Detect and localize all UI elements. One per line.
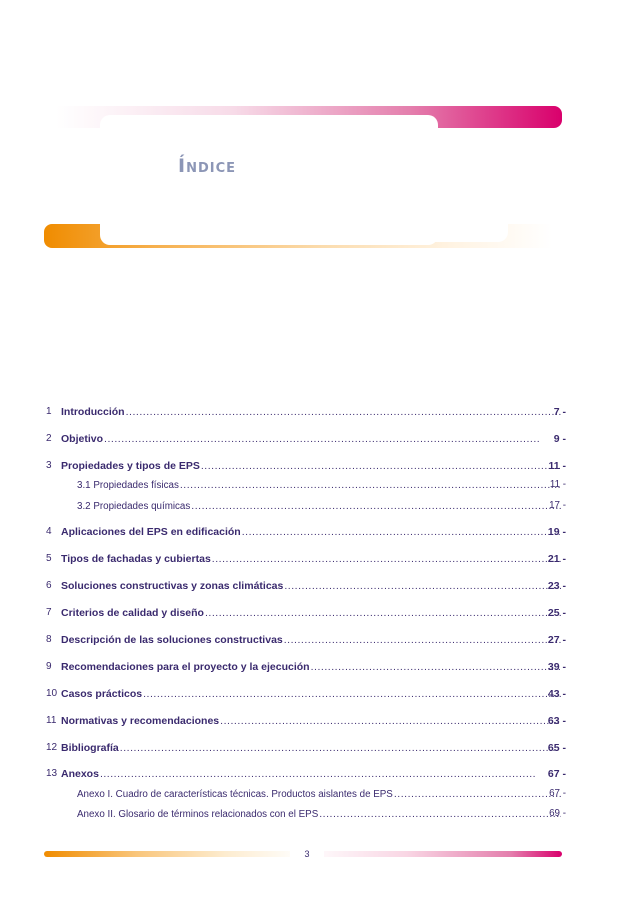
toc-entry-label: Aplicaciones del EPS en edificación: [61, 526, 241, 538]
toc-entry-page-text: 11 -: [548, 460, 566, 472]
page-number: 3: [290, 846, 324, 862]
toc-entry[interactable]: [0, 406, 638, 422]
toc-entry-label: Recomendaciones para el proyecto y la ejecución: [61, 661, 310, 673]
toc-entry-number: 10: [46, 688, 58, 699]
toc-entry-label: Descripción de las soluciones constructivas: [61, 634, 283, 646]
toc-entry-page-text: 17 -: [549, 500, 566, 511]
toc-entry-label: Tipos de fachadas y cubiertas: [61, 553, 211, 565]
toc-entry-number: 4: [46, 526, 52, 537]
dot-leader: [220, 715, 561, 727]
toc-entry-number: 12: [46, 742, 58, 753]
toc-entry-line: [77, 500, 562, 512]
toc-entry-page-text: 23 -: [547, 580, 566, 592]
toc-entry-number: 5: [46, 553, 52, 564]
toc-entry-line: [61, 634, 562, 646]
toc-entry-line: [61, 553, 562, 565]
toc-entry-line: [61, 526, 562, 538]
toc-entry-number: 1: [46, 406, 52, 417]
toc-subentry[interactable]: [0, 479, 638, 495]
toc-entry-line: [61, 406, 562, 418]
toc-entry-line: [61, 661, 562, 673]
toc-entry-label: 3.2 Propiedades químicas: [77, 501, 191, 512]
dot-leader: [284, 634, 561, 646]
dot-leader: [284, 580, 561, 592]
toc-entry[interactable]: [0, 526, 638, 542]
toc-entry-number: 6: [46, 580, 52, 591]
toc-entry-line: [61, 607, 562, 619]
toc-subentry[interactable]: [0, 808, 638, 824]
dot-leader: [212, 553, 561, 565]
toc-entry-page-text: 9 -: [553, 433, 566, 445]
dot-leader: [311, 661, 561, 673]
toc-entry-line: [61, 742, 562, 754]
toc-entry[interactable]: [0, 607, 638, 623]
toc-entry[interactable]: [0, 580, 638, 596]
toc-entry-label: Bibliografía: [61, 742, 119, 754]
dot-leader: [143, 688, 561, 700]
toc-entry-number: 13: [46, 768, 58, 779]
toc-entry-line: [77, 479, 562, 491]
toc-entry-label: Anexo I. Cuadro de características técnicas. Productos aislantes de EPS: [77, 789, 393, 800]
toc-entry-label: Soluciones constructivas y zonas climáticas: [61, 580, 284, 592]
toc-entry-label: Objetivo: [61, 433, 104, 445]
dot-leader: [201, 460, 561, 472]
toc-entry-label: Propiedades y tipos de EPS: [61, 460, 200, 472]
toc-entry-line: [61, 768, 562, 780]
toc-entry-number: 11: [46, 715, 57, 726]
toc-entry-label: Normativas y recomendaciones: [61, 715, 220, 727]
toc-entry-line: [61, 580, 562, 592]
toc-entry-line: [61, 460, 562, 472]
toc-entry[interactable]: [0, 661, 638, 677]
toc-entry[interactable]: [0, 742, 638, 758]
dot-leader: [100, 768, 561, 780]
toc-entry-page-text: 39 -: [547, 661, 566, 673]
toc-entry[interactable]: [0, 433, 638, 449]
toc-subentry[interactable]: [0, 788, 638, 804]
toc-entry-number: 8: [46, 634, 52, 645]
toc-entry-label: Anexo II. Glosario de términos relacionados con el EPS: [77, 809, 319, 820]
page-title: Índice: [178, 155, 236, 177]
dot-leader: [319, 808, 561, 820]
toc-entry-label: 3.1 Propiedades físicas: [77, 480, 179, 491]
toc-entry-page-text: 67 -: [549, 788, 566, 799]
toc-entry-line: [61, 688, 562, 700]
toc-entry-number: 3: [46, 460, 52, 471]
toc-entry-page-text: 67 -: [547, 768, 566, 780]
toc-entry-number: 7: [46, 607, 52, 618]
dot-leader: [180, 479, 561, 491]
dot-leader: [126, 406, 561, 418]
toc-entry-page-text: 69 -: [549, 808, 566, 819]
toc-entry[interactable]: [0, 460, 638, 476]
toc-entry-page-text: 43 -: [547, 688, 566, 700]
toc-subentry[interactable]: [0, 500, 638, 516]
dot-leader: [104, 433, 561, 445]
toc-entry-label: Introducción: [61, 406, 125, 418]
dot-leader: [242, 526, 561, 538]
toc-entry[interactable]: [0, 768, 638, 784]
toc-entry-page-text: 63 -: [547, 715, 566, 727]
toc-entry-page-text: 25 -: [547, 607, 566, 619]
dot-leader: [394, 788, 561, 800]
toc-entry-number: 9: [46, 661, 52, 672]
dot-leader: [191, 500, 561, 512]
toc-entry-label: Criterios de calidad y diseño: [61, 607, 204, 619]
toc-entry-line: [77, 808, 562, 820]
toc-entry-line: [61, 433, 562, 445]
toc-entry[interactable]: [0, 634, 638, 650]
toc-entry[interactable]: [0, 553, 638, 569]
dot-leader: [205, 607, 561, 619]
toc-entry-number: 2: [46, 433, 52, 444]
toc-entry-page-text: 7 -: [553, 406, 566, 418]
dot-leader: [120, 742, 561, 754]
toc-entry-label: Casos prácticos: [61, 688, 143, 700]
toc-entry-page-text: 27 -: [547, 634, 566, 646]
toc-entry-page-text: 11 -: [549, 479, 566, 490]
toc-entry-line: [77, 788, 562, 800]
toc-entry[interactable]: [0, 715, 638, 731]
toc-entry-page-text: 19 -: [547, 526, 566, 538]
toc-entry[interactable]: [0, 688, 638, 704]
toc-entry-label: Anexos: [61, 768, 99, 780]
toc-entry-page-text: 65 -: [547, 742, 566, 754]
toc-entry-page-text: 21 -: [547, 553, 566, 565]
toc-entry-line: [61, 715, 562, 727]
title-card-tab: [170, 210, 508, 242]
